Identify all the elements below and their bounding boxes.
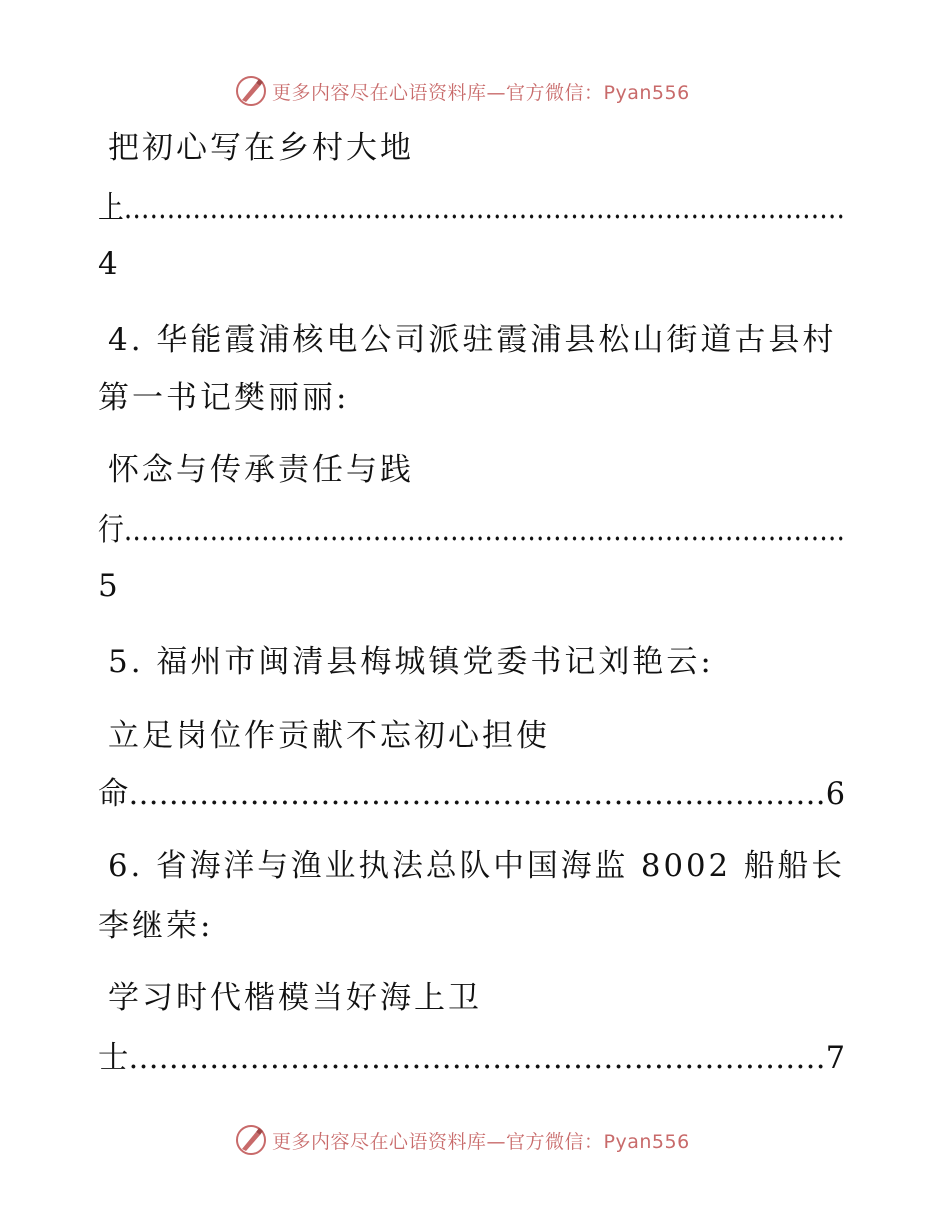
watermark-text: 更多内容尽在心语资料库—官方微信：Pyan556 [272,1130,690,1153]
toc-entry-leader: 命……………………………………………………………6 [98,776,845,812]
toc-entry-leader: 行………………………………………………………………………… [98,512,845,548]
toc-entry-page: 4 [98,246,121,282]
watermark-bottom [0,1120,950,1160]
toc-entry-leader: 上………………………………………………………………………… [98,190,845,226]
toc-heading-cont: 李继荣: [98,908,214,944]
toc-entry-title: 把初心写在乡村大地 [108,130,414,166]
toc-heading: 5. 福州市闽清县梅城镇党委书记刘艳云: [108,644,714,680]
watermark-top [0,71,950,111]
toc-entry-title: 怀念与传承责任与践 [108,452,414,488]
toc-heading-cont: 第一书记樊丽丽: [98,380,350,416]
toc-entry-leader: 士……………………………………………………………7 [98,1040,845,1076]
toc-entry-title: 学习时代楷模当好海上卫 [108,980,482,1016]
watermark-text: 更多内容尽在心语资料库—官方微信：Pyan556 [272,81,690,104]
toc-heading: 6. 省海洋与渔业执法总队中国海监 8002 船船长 [108,848,845,884]
pen-logo-icon [234,74,268,108]
toc-entry-title: 立足岗位作贡献不忘初心担使 [108,718,550,754]
pen-logo-icon [234,1123,268,1157]
toc-entry-page: 5 [98,568,121,604]
toc-heading: 4. 华能霞浦核电公司派驻霞浦县松山街道古县村 [108,322,837,358]
